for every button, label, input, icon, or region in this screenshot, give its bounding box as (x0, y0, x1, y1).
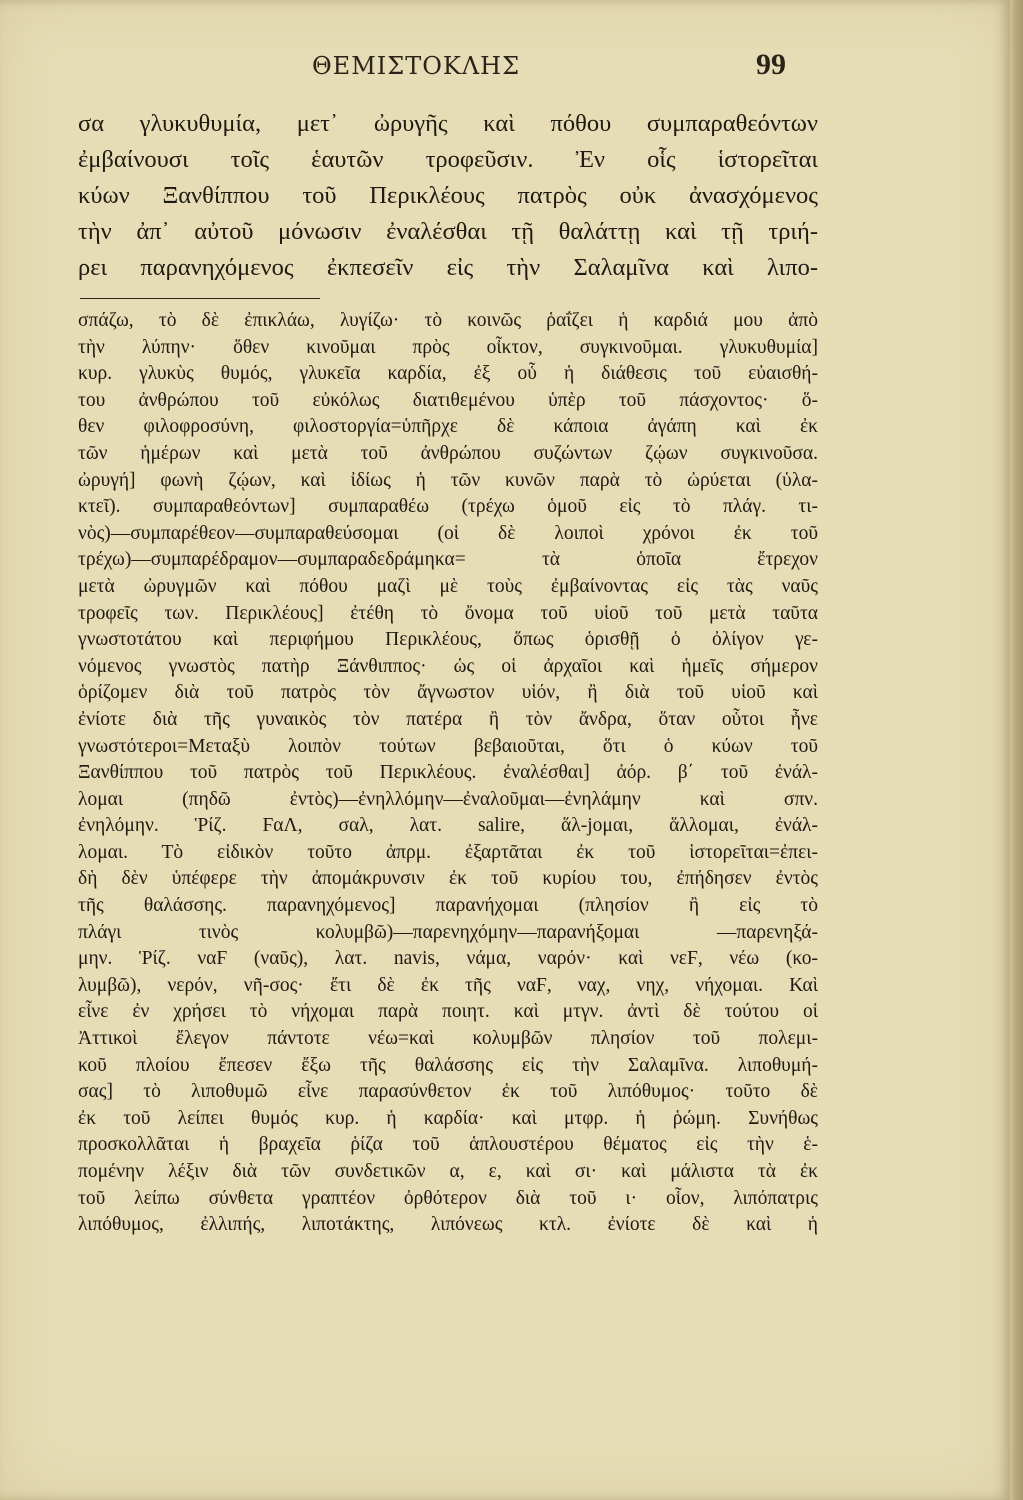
note-line: θεν φιλοφροσύνη, φιλοστοργία=ὑπῆρχε δὲ κάποια ἀγάπη καὶ ἐκ (78, 416, 818, 438)
note-line: τὴν λύπην· ὅθεν κινοῦμαι πρὸς οἶκτον, συγκινοῦμαι. γλυκυθυμία] (78, 336, 818, 358)
note-line: κοῦ πλοίου ἔπεσεν ἔξω τῆς θαλάσσης εἰς τὴν Σαλαμῖνα. λιποθυμή- (78, 1054, 818, 1076)
running-title: ΘΕΜΙΣΤΟΚΛΗΣ (312, 52, 521, 80)
note-line: Ξανθίππου τοῦ πατρὸς τοῦ Περικλέους. ἐναλέσθαι] ἀόρ. β΄ τοῦ ἐνάλ- (78, 762, 818, 784)
main-text-line: τὴν ἀπ᾽ αὐτοῦ μόνωσιν ἐναλέσθαι τῇ θαλάττῃ καὶ τῇ τριή- (78, 218, 818, 245)
note-line: τροφεῖς των. Περικλέους] ἐτέθη τὸ ὄνομα τοῦ υἱοῦ τοῦ μετὰ ταῦτα (78, 602, 818, 624)
note-line: μην. Ῥίζ. ναϜ (ναῦς), λατ. navis, νάμα, ναρόν· καὶ νεϜ, νέω (κο- (78, 948, 818, 970)
note-line: λυμβῶ), νερόν, νῆ-σος· ἔτι δὲ ἐκ τῆς ναϜ, ναχ, νηχ, νήχομαι. Καὶ (78, 974, 818, 996)
note-line: κτεῖ). συμπαραθεόντων] συμπαραθέω (τρέχω ὁμοῦ εἰς τὸ πλάγ. τι- (78, 496, 818, 518)
page-edge (1010, 0, 1023, 1500)
note-line: πλάγι τινὸς κολυμβῶ)—παρενηχόμην—παρανήξομαι —παρενηξά- (78, 921, 818, 943)
page-number: 99 (756, 48, 786, 81)
note-line: τρέχω)—συμπαρέδραμον—συμπαραδεδράμηκα= τὰ ὁποῖα ἔτρεχον (78, 549, 818, 571)
note-line: πομένην λέξιν διὰ τῶν συνδετικῶν α, ε, καὶ σι· καὶ μάλιστα τὰ ἐκ (78, 1161, 818, 1182)
note-line: κυρ. γλυκὺς θυμός, γλυκεῖα καρδία, ἐξ οὗ ἡ διάθεσις τοῦ εὐαισθή- (78, 363, 818, 385)
main-text-line: σα γλυκυθυμία, μετ᾽ ὠρυγῆς καὶ πόθου συμπαραθεόντων (78, 110, 818, 137)
note-line: σπάζω, τὸ δὲ ἐπικλάω, λυγίζω· τὸ κοινῶς ῥαΐζει ἡ καρδιά μου ἀπὸ (78, 310, 818, 331)
note-line: τῆς θαλάσσης. παρανηχόμενος] παρανήχομαι (πλησίον ἢ εἰς τὸ (78, 895, 818, 917)
note-line: νόμενος γνωστὸς πατὴρ Ξάνθιππος· ὡς οἱ ἀρχαῖοι καὶ ἡμεῖς σήμερον (78, 655, 818, 677)
main-text (78, 106, 818, 286)
note-line: ἐνίοτε διὰ τῆς γυναικὸς τὸν πατέρα ἢ τὸν ἄνδρα, ὅταν οὗτοι ἦνε (78, 708, 818, 730)
page-header (0, 48, 1010, 88)
main-text-line: ρει παρανηχόμενος ἐκπεσεῖν εἰς τὴν Σαλαμῖνα καὶ λιπο- (78, 254, 818, 281)
note-line: γνωστοτάτου καὶ περιφήμου Περικλέους, ὅπως ὁρισθῇ ὁ ὀλίγον γε- (78, 629, 818, 651)
note-line: μετὰ ὠρυγμῶν καὶ πόθου μαζὶ μὲ τοὺς ἐμβαίνοντας εἰς τὰς ναῦς (78, 575, 818, 597)
main-text-line: κύων Ξανθίππου τοῦ Περικλέους πατρὸς οὐκ ἀνασχόμενος (78, 182, 818, 209)
note-line: νὸς)—συμπαρέθεον—συμπαραθεύσομαι (οἱ δὲ λοιποὶ χρόνοι ἐκ τοῦ (78, 522, 818, 544)
note-line: δὴ δὲν ὑπέφερε τὴν ἀπομάκρυνσιν ἐκ τοῦ κυρίου του, ἐπήδησεν ἐντὸς (78, 868, 818, 890)
note-line: Ἀττικοὶ ἔλεγον πάντοτε νέω=καὶ κολυμβῶν πλησίον τοῦ πολεμι- (78, 1028, 818, 1050)
main-text-line: ἐμβαίνουσι τοῖς ἑαυτῶν τροφεῦσιν. Ἐν οἷς ἱστορεῖται (78, 146, 818, 173)
note-line: λομαι. Τὸ εἰδικὸν τοῦτο ἀπρμ. ἐξαρτᾶται ἐκ τοῦ ἱστορεῖται=ἐπει- (78, 841, 818, 863)
note-line: ὁρίζομεν διὰ τοῦ πατρὸς τὸν ἄγνωστον υἱόν, ἢ διὰ τοῦ υἱοῦ καὶ (78, 682, 818, 704)
note-line: εἶνε ἐν χρήσει τὸ νήχομαι παρὰ ποιητ. καὶ μτγν. ἀντὶ δὲ τούτου οἱ (78, 1001, 818, 1023)
note-line: ἐνηλόμην. Ῥίζ. ϜαΛ, σαλ, λατ. salire, ἅλ-jομαι, ἅλλομαι, ἐνάλ- (78, 815, 818, 837)
note-line: ἐκ τοῦ λείπει θυμός κυρ. ἡ καρδία· καὶ μτφρ. ἡ ῥώμη. Συνήθως (78, 1107, 818, 1129)
note-line: τοῦ λείπω σύνθετα γραπτέον ὀρθότερον διὰ τοῦ ι· οἷον, λιπόπατρις (78, 1187, 818, 1209)
note-line: λιπόθυμος, ἐλλιπής, λιποτάκτης, λιπόνεως κτλ. ἐνίοτε δὲ καὶ ἡ (78, 1214, 818, 1236)
commentary-notes (78, 308, 818, 1239)
note-line: προσκολλᾶται ἡ βραχεῖα ῥίζα τοῦ ἁπλουστέρου θέματος εἰς τὴν ἑ- (78, 1134, 818, 1156)
note-line: σας] τὸ λιποθυμῶ εἶνε παρασύνθετον ἐκ τοῦ λιπόθυμος· τοῦτο δὲ (78, 1081, 818, 1103)
footnote-divider (80, 298, 320, 299)
note-line: γνωστότεροι=Μεταξὺ λοιπὸν τούτων βεβαιοῦται, ὅτι ὁ κύων τοῦ (78, 735, 818, 757)
note-line: τῶν ἡμέρων καὶ μετὰ τοῦ ἀνθρώπου συζώντων ζῴων συγκινοῦσα. (78, 442, 818, 464)
note-line: ὠρυγή] φωνὴ ζῴων, καὶ ἰδίως ἡ τῶν κυνῶν παρὰ τὸ ὠρύεται (ὑλα- (78, 469, 818, 491)
note-line: λομαι (πηδῶ ἐντὸς)—ἐνηλλόμην—ἐναλοῦμαι—ἐνηλάμην καὶ σπν. (78, 788, 818, 810)
note-line: του ἀνθρώπου τοῦ εὐκόλως διατιθεμένου ὑπὲρ τοῦ πάσχοντος· ὅ- (78, 389, 818, 411)
